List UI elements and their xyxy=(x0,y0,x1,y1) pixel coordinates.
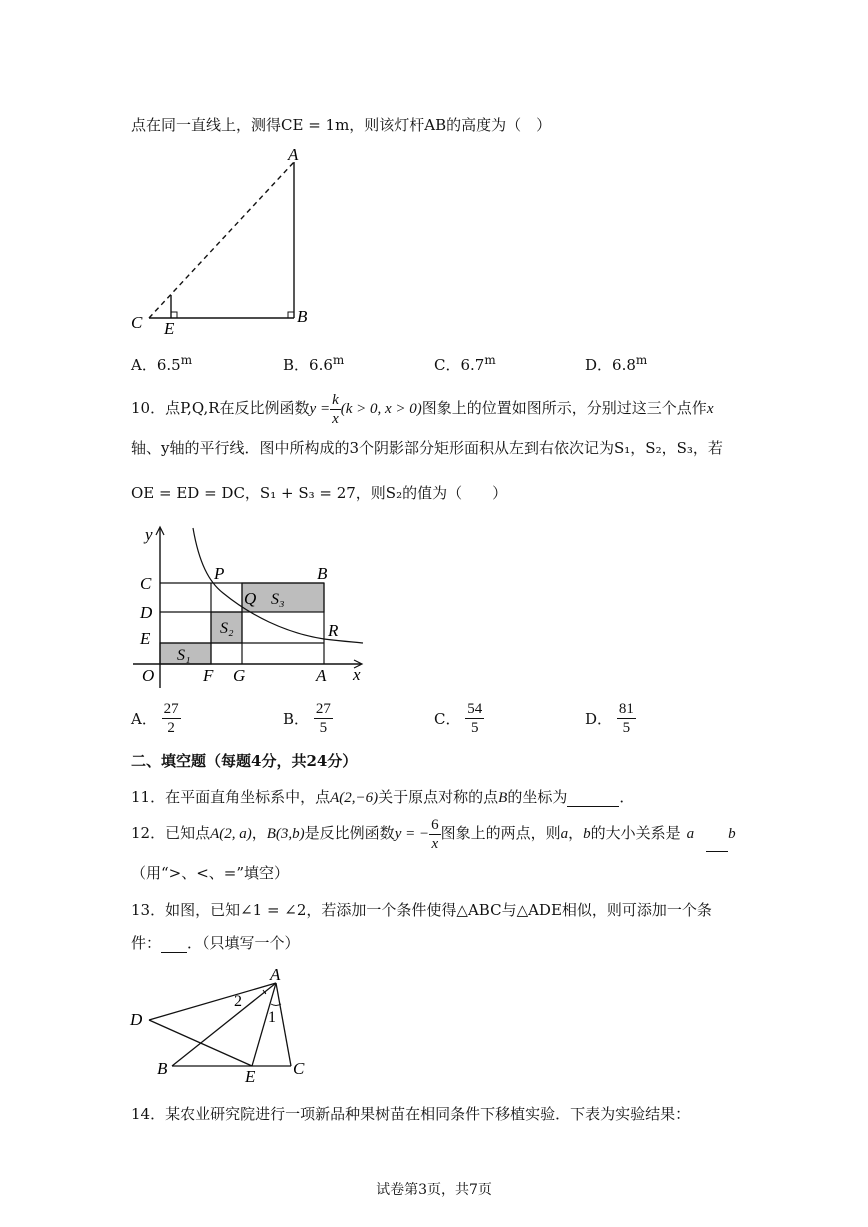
q12-line-1: 12．已知点A(2, a)，B(3,b)是反比例函数y = − $\frac{6}{x}$ 图象上的两点，则a，b的大小关系是 a b xyxy=(131,816,736,852)
q13-line-1: 13．如图，已知∠1 = ∠2，若添加一个条件使得△ABC与△ADE相似，则可添加一个条 xyxy=(131,901,712,919)
q13-line-da xyxy=(149,983,276,1020)
section-2-title: 二、填空题（每题4分，共24分） xyxy=(131,752,358,770)
q14: 14．某农业研究院进行一项新品种果树苗在相同条件下移植实验．下表为实验结果： xyxy=(131,1105,691,1123)
q10-label-s1: S₁ xyxy=(177,647,191,664)
page-footer: 试卷第3页，共7页 xyxy=(376,1182,492,1198)
q13-answer-blank[interactable] xyxy=(161,934,187,953)
q9-option-a[interactable]: A．6.5$^m$ xyxy=(131,353,193,374)
q12-line-2: （用“>、<、=”填空） xyxy=(131,864,290,882)
q10-label-x: x xyxy=(353,665,361,684)
q10-label-b: B xyxy=(317,564,328,583)
q13-label-1: 1 xyxy=(268,1009,276,1026)
q13-label-2: 2 xyxy=(234,993,242,1010)
q10-label-p: P xyxy=(214,564,225,583)
q9-right-angle-e xyxy=(171,312,177,318)
q10-label-f: F xyxy=(203,666,214,685)
q10-label-s2: S₂ xyxy=(220,620,234,637)
q10-label-a: A xyxy=(316,666,327,685)
q10-line-3: OE = ED = DC，S₁ + S₃ = 27，则S₂的值为（ ） xyxy=(131,484,508,502)
q10-label-o: O xyxy=(142,666,155,685)
q12-frac: $\frac{6}{x}$ xyxy=(431,816,439,852)
q9-stem: 点在同一直线上，测得CE = 1m，则该灯杆AB的高度为（ ） xyxy=(131,116,552,134)
q9-dashed-ca xyxy=(149,162,294,318)
q10-option-d[interactable]: D． $\frac{81}{5}$ xyxy=(585,701,634,736)
q13-label-b: B xyxy=(157,1059,168,1078)
q13-line-2: 件： ．（只填写一个） xyxy=(131,934,300,952)
q10-frac-k-x: $\frac{k}{x}$ xyxy=(332,391,339,427)
q10-label-r: R xyxy=(328,621,339,640)
q10-label-e: E xyxy=(140,629,151,648)
q13-line-ca xyxy=(276,983,291,1066)
q10-option-a[interactable]: A． $\frac{27}{2}$ xyxy=(131,701,179,736)
q13-label-a: A xyxy=(270,965,281,984)
q13-angle-1-arc xyxy=(271,1004,281,1006)
q10-label-d: D xyxy=(140,603,153,622)
q9-label-b: B xyxy=(297,307,308,326)
q10-option-b[interactable]: B． $\frac{27}{5}$ xyxy=(283,701,331,736)
q10-label-g: G xyxy=(233,666,246,685)
q9-label-c: C xyxy=(131,313,143,332)
q10-label-y: y xyxy=(145,525,153,544)
q10-label-c: C xyxy=(140,574,152,593)
q10-label-s3: S₃ xyxy=(271,591,285,608)
q9-option-b[interactable]: B．6.6$^m$ xyxy=(283,353,345,374)
q10-label-q: Q xyxy=(244,589,257,608)
q10-line-2: 轴、y轴的平行线．图中所构成的3个阴影部分矩形面积从左到右依次记为S₁，S₂，S₃，若 xyxy=(131,439,723,457)
q9-label-a: A xyxy=(288,145,299,164)
q13-label-c: C xyxy=(293,1059,305,1078)
q9-figure xyxy=(125,140,325,340)
q10-figure xyxy=(125,518,375,688)
q10-line-1: 10．点P,Q,R在反比例函数y = $\frac{k}{x}$ (k > 0, x > 0)图象上的位置如图所示，分别过这三个点作x xyxy=(131,391,714,427)
q13-label-d: D xyxy=(130,1010,143,1029)
q11: 11．在平面直角坐标系中，点A(2,−6)关于原点对称的点B的坐标为 ． xyxy=(131,788,635,806)
q9-option-d[interactable]: D．6.8$^m$ xyxy=(585,353,648,374)
q13-figure xyxy=(125,962,325,1087)
q12-answer-blank[interactable] xyxy=(706,815,728,852)
q11-answer-blank[interactable] xyxy=(567,788,619,807)
q10-option-c[interactable]: C． $\frac{54}{5}$ xyxy=(434,701,483,736)
q13-label-e: E xyxy=(245,1067,256,1086)
q9-label-e: E xyxy=(164,319,175,338)
q9-option-c[interactable]: C．6.7$^m$ xyxy=(434,353,496,374)
q9-right-angle-b xyxy=(288,312,294,318)
